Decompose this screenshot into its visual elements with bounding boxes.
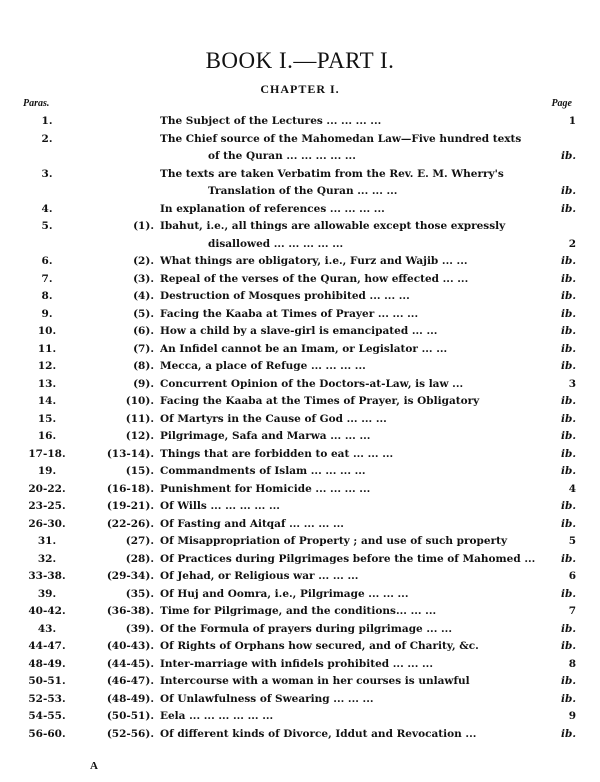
page-number: 3 xyxy=(568,377,576,390)
section-number: (44-45). xyxy=(106,657,154,670)
para-number: 31. xyxy=(37,535,57,547)
para-number: 9. xyxy=(41,307,53,320)
para-number: 3. xyxy=(41,167,53,180)
topic-text xyxy=(160,323,568,341)
topic-text xyxy=(160,113,568,131)
para-number: 52-53. xyxy=(28,692,66,705)
topic-line: Of the Formula of prayers during pilgrimage ... ... xyxy=(160,622,452,635)
contents-row xyxy=(0,358,600,376)
page-number: ib. xyxy=(561,360,576,372)
section-number: (52-56). xyxy=(106,727,154,740)
page-number: ib. xyxy=(561,202,576,215)
contents-row xyxy=(0,656,600,674)
topic-text xyxy=(160,358,568,376)
contents-row xyxy=(0,568,600,586)
para-number: 48-49. xyxy=(28,657,66,670)
section-number: (12). xyxy=(125,430,154,442)
contents-row xyxy=(0,306,600,324)
section-number: (16-18). xyxy=(106,482,154,495)
para-number: 2. xyxy=(41,132,53,145)
topic-text xyxy=(160,428,568,446)
para-number: 7. xyxy=(41,272,53,285)
topic-text xyxy=(160,306,568,324)
para-number: 50-51. xyxy=(28,675,66,687)
topic-text xyxy=(160,218,568,253)
contents-row xyxy=(0,393,600,411)
page-number: ib. xyxy=(561,552,576,565)
para-number: 26-30. xyxy=(28,517,66,530)
page-number: ib. xyxy=(561,692,576,705)
topic-line: Facing the Kaaba at the Times of Prayer, is Obligatory xyxy=(160,395,480,407)
para-number: 6. xyxy=(41,255,53,267)
topic-line: In explanation of references ... ... ... ... xyxy=(160,202,385,215)
topic-line: The Chief source of the Mahomedan Law—Five hundred texts xyxy=(160,132,522,145)
contents-row xyxy=(0,726,600,744)
topic-line: Of Wills ... ... ... ... ... xyxy=(160,500,280,512)
section-number: (1). xyxy=(133,220,154,232)
page-number: ib. xyxy=(561,640,576,652)
topic-text xyxy=(160,481,568,499)
section-number: (22-26). xyxy=(106,517,154,530)
topic-text xyxy=(160,621,568,639)
page-number: ib. xyxy=(561,150,576,162)
section-number: (7). xyxy=(133,342,154,355)
page-number: ib. xyxy=(561,587,576,600)
topic-text xyxy=(160,253,568,271)
topic-text xyxy=(160,201,568,219)
section-number: (6). xyxy=(133,325,154,337)
page-number: ib. xyxy=(561,727,576,740)
page-number: ib. xyxy=(561,500,576,512)
page-number: ib. xyxy=(561,430,576,442)
topic-line: disallowed ... ... ... ... ... xyxy=(208,237,344,250)
topic-text xyxy=(160,288,568,306)
contents-row xyxy=(0,323,600,341)
topic-line: Time for Pilgrimage, and the conditions... ... ... xyxy=(160,605,437,617)
para-number: 19. xyxy=(37,465,57,477)
topic-text xyxy=(160,673,568,691)
page-number: 5 xyxy=(568,535,576,547)
para-number: 43. xyxy=(37,622,57,635)
topic-line: The Subject of the Lectures ... ... ... ... xyxy=(160,115,382,127)
page-number: 1 xyxy=(568,115,576,127)
contents-row xyxy=(0,376,600,394)
para-number: 32. xyxy=(37,552,57,565)
topic-line: Eela ... ... ... ... ... ... xyxy=(160,710,274,722)
topic-line: An Infidel cannot be an Imam, or Legislator ... ... xyxy=(160,342,448,355)
section-number: (2). xyxy=(133,255,154,267)
para-number: 17-18. xyxy=(28,447,66,460)
page-number: ib. xyxy=(561,272,576,285)
section-number: (8). xyxy=(133,360,154,372)
para-number: 20-22. xyxy=(28,482,66,495)
topic-line: Of Misappropriation of Property ; and use of such property xyxy=(160,535,508,547)
section-number: (29-34). xyxy=(106,570,154,582)
contents-row xyxy=(0,446,600,464)
page-number: ib. xyxy=(561,517,576,530)
topic-text xyxy=(160,656,568,674)
topic-line: What things are obligatory, i.e., Furz and Wajib ... ... xyxy=(160,255,468,267)
page-number: 6 xyxy=(568,570,576,582)
contents-row xyxy=(0,166,600,201)
contents-row xyxy=(0,463,600,481)
contents-row xyxy=(0,533,600,551)
topic-line: of the Quran ... ... ... ... ... xyxy=(208,150,356,162)
page-number: ib. xyxy=(561,185,576,197)
topic-text xyxy=(160,551,568,569)
topic-text xyxy=(160,568,568,586)
topic-line: Destruction of Mosques prohibited ... ... ... xyxy=(160,290,410,302)
page-column-header: Page xyxy=(551,98,572,109)
contents-row xyxy=(0,253,600,271)
section-number: (46-47). xyxy=(106,675,154,687)
section-number: (36-38). xyxy=(106,605,154,617)
contents-row xyxy=(0,113,600,131)
page-number: ib. xyxy=(561,622,576,635)
section-number: (15). xyxy=(125,465,154,477)
page-number: 2 xyxy=(568,237,576,250)
topic-text xyxy=(160,691,568,709)
topic-text xyxy=(160,131,568,166)
para-number: 15. xyxy=(37,412,57,425)
page-number: ib. xyxy=(561,325,576,337)
page-number: ib. xyxy=(561,447,576,460)
section-number: (13-14). xyxy=(106,447,154,460)
page-number: ib. xyxy=(561,675,576,687)
page-number: 9 xyxy=(568,710,576,722)
section-number: (10). xyxy=(125,395,154,407)
para-number: 16. xyxy=(37,430,57,442)
topic-text xyxy=(160,166,568,201)
section-number: (28). xyxy=(125,552,154,565)
para-number: 1. xyxy=(41,115,53,127)
para-number: 11. xyxy=(37,342,57,355)
contents-row xyxy=(0,708,600,726)
topic-text xyxy=(160,516,568,534)
contents-list xyxy=(0,113,600,743)
para-number: 12. xyxy=(37,360,57,372)
topic-text xyxy=(160,586,568,604)
printer-signature-mark: A xyxy=(90,760,98,772)
section-number: (39). xyxy=(125,622,154,635)
topic-line: Pilgrimage, Safa and Marwa ... ... ... xyxy=(160,430,371,442)
contents-row xyxy=(0,603,600,621)
contents-row xyxy=(0,498,600,516)
topic-line: Of Unlawfulness of Swearing ... ... ... xyxy=(160,692,374,705)
page-number: ib. xyxy=(561,342,576,355)
contents-row xyxy=(0,621,600,639)
para-number: 13. xyxy=(37,377,57,390)
section-number: (11). xyxy=(125,412,154,425)
para-number: 14. xyxy=(37,395,57,407)
topic-line: Things that are forbidden to eat ... ... ... xyxy=(160,447,394,460)
page-number: ib. xyxy=(561,465,576,477)
para-number: 56-60. xyxy=(28,727,66,740)
page-number: ib. xyxy=(561,307,576,320)
topic-text xyxy=(160,726,568,744)
topic-text xyxy=(160,341,568,359)
contents-row xyxy=(0,691,600,709)
para-number: 4. xyxy=(41,202,53,215)
paras-column-header: Paras. xyxy=(23,98,50,109)
topic-text xyxy=(160,411,568,429)
para-number: 23-25. xyxy=(28,500,66,512)
topic-line: Of Huj and Oomra, i.e., Pilgrimage ... ... ... xyxy=(160,587,409,600)
contents-row xyxy=(0,341,600,359)
topic-text xyxy=(160,393,568,411)
page-number: ib. xyxy=(561,290,576,302)
topic-line: Facing the Kaaba at Times of Prayer ... ... ... xyxy=(160,307,419,320)
topic-line: Mecca, a place of Refuge ... ... ... ... xyxy=(160,360,366,372)
contents-row xyxy=(0,673,600,691)
topic-line: Of Fasting and Aitqaf ... ... ... ... xyxy=(160,517,344,530)
para-number: 5. xyxy=(41,220,53,232)
page-number: ib. xyxy=(561,255,576,267)
page-number: ib. xyxy=(561,412,576,425)
topic-text xyxy=(160,271,568,289)
contents-row xyxy=(0,551,600,569)
topic-line: Of Rights of Orphans how secured, and of Charity, &c. xyxy=(160,640,479,652)
contents-row xyxy=(0,131,600,166)
page-number: 7 xyxy=(568,605,576,617)
topic-line: How a child by a slave-girl is emancipated ... ... xyxy=(160,325,438,337)
topic-line: The texts are taken Verbatim from the Rev. E. M. Wherry's xyxy=(160,167,504,180)
topic-line: Of Martyrs in the Cause of God ... ... ... xyxy=(160,412,387,425)
topic-text xyxy=(160,603,568,621)
contents-row xyxy=(0,201,600,219)
topic-text xyxy=(160,533,568,551)
section-number: (3). xyxy=(133,272,154,285)
topic-text xyxy=(160,498,568,516)
para-number: 39. xyxy=(37,587,57,600)
topic-text xyxy=(160,708,568,726)
section-number: (9). xyxy=(133,377,154,390)
topic-line: Inter-marriage with infidels prohibited ... ... ... xyxy=(160,657,433,670)
para-number: 33-38. xyxy=(28,570,66,582)
topic-text xyxy=(160,446,568,464)
chapter-heading: CHAPTER I. xyxy=(260,82,340,96)
section-number: (40-43). xyxy=(106,640,154,652)
book-title: BOOK I.—PART I. xyxy=(205,48,395,73)
topic-line: Translation of the Quran ... ... ... xyxy=(208,185,398,197)
contents-row xyxy=(0,218,600,253)
topic-text xyxy=(160,638,568,656)
topic-line: Of Jehad, or Religious war ... ... ... xyxy=(160,570,359,582)
page-number: ib. xyxy=(561,395,576,407)
contents-row xyxy=(0,271,600,289)
section-number: (4). xyxy=(133,290,154,302)
para-number: 40-42. xyxy=(28,605,66,617)
page-number: 8 xyxy=(568,657,576,670)
contents-row xyxy=(0,516,600,534)
topic-line: Ibahut, i.e., all things are allowable except those expressly xyxy=(160,220,506,232)
para-number: 54-55. xyxy=(28,710,66,722)
topic-text xyxy=(160,376,568,394)
para-number: 44-47. xyxy=(28,640,66,652)
para-number: 10. xyxy=(37,325,57,337)
section-number: (5). xyxy=(133,307,154,320)
page-number: 4 xyxy=(568,482,576,495)
para-number: 8. xyxy=(41,290,53,302)
contents-row xyxy=(0,481,600,499)
topic-line: Concurrent Opinion of the Doctors-at-Law, is law ... xyxy=(160,377,464,390)
contents-row xyxy=(0,428,600,446)
contents-row xyxy=(0,411,600,429)
topic-line: Intercourse with a woman in her courses is unlawful xyxy=(160,675,470,687)
topic-line: Of different kinds of Divorce, Iddut and Revocation ... xyxy=(160,727,477,740)
section-number: (35). xyxy=(125,587,154,600)
section-number: (27). xyxy=(125,535,154,547)
section-number: (48-49). xyxy=(106,692,154,705)
contents-row xyxy=(0,288,600,306)
topic-line: Repeal of the verses of the Quran, how effected ... ... xyxy=(160,272,469,285)
contents-row xyxy=(0,586,600,604)
section-number: (50-51). xyxy=(106,710,154,722)
section-number: (19-21). xyxy=(106,500,154,512)
contents-row xyxy=(0,638,600,656)
topic-text xyxy=(160,463,568,481)
topic-line: Commandments of Islam ... ... ... ... xyxy=(160,465,366,477)
topic-line: Punishment for Homicide ... ... ... ... xyxy=(160,482,371,495)
topic-line: Of Practices during Pilgrimages before the time of Mahomed ... xyxy=(160,552,536,565)
